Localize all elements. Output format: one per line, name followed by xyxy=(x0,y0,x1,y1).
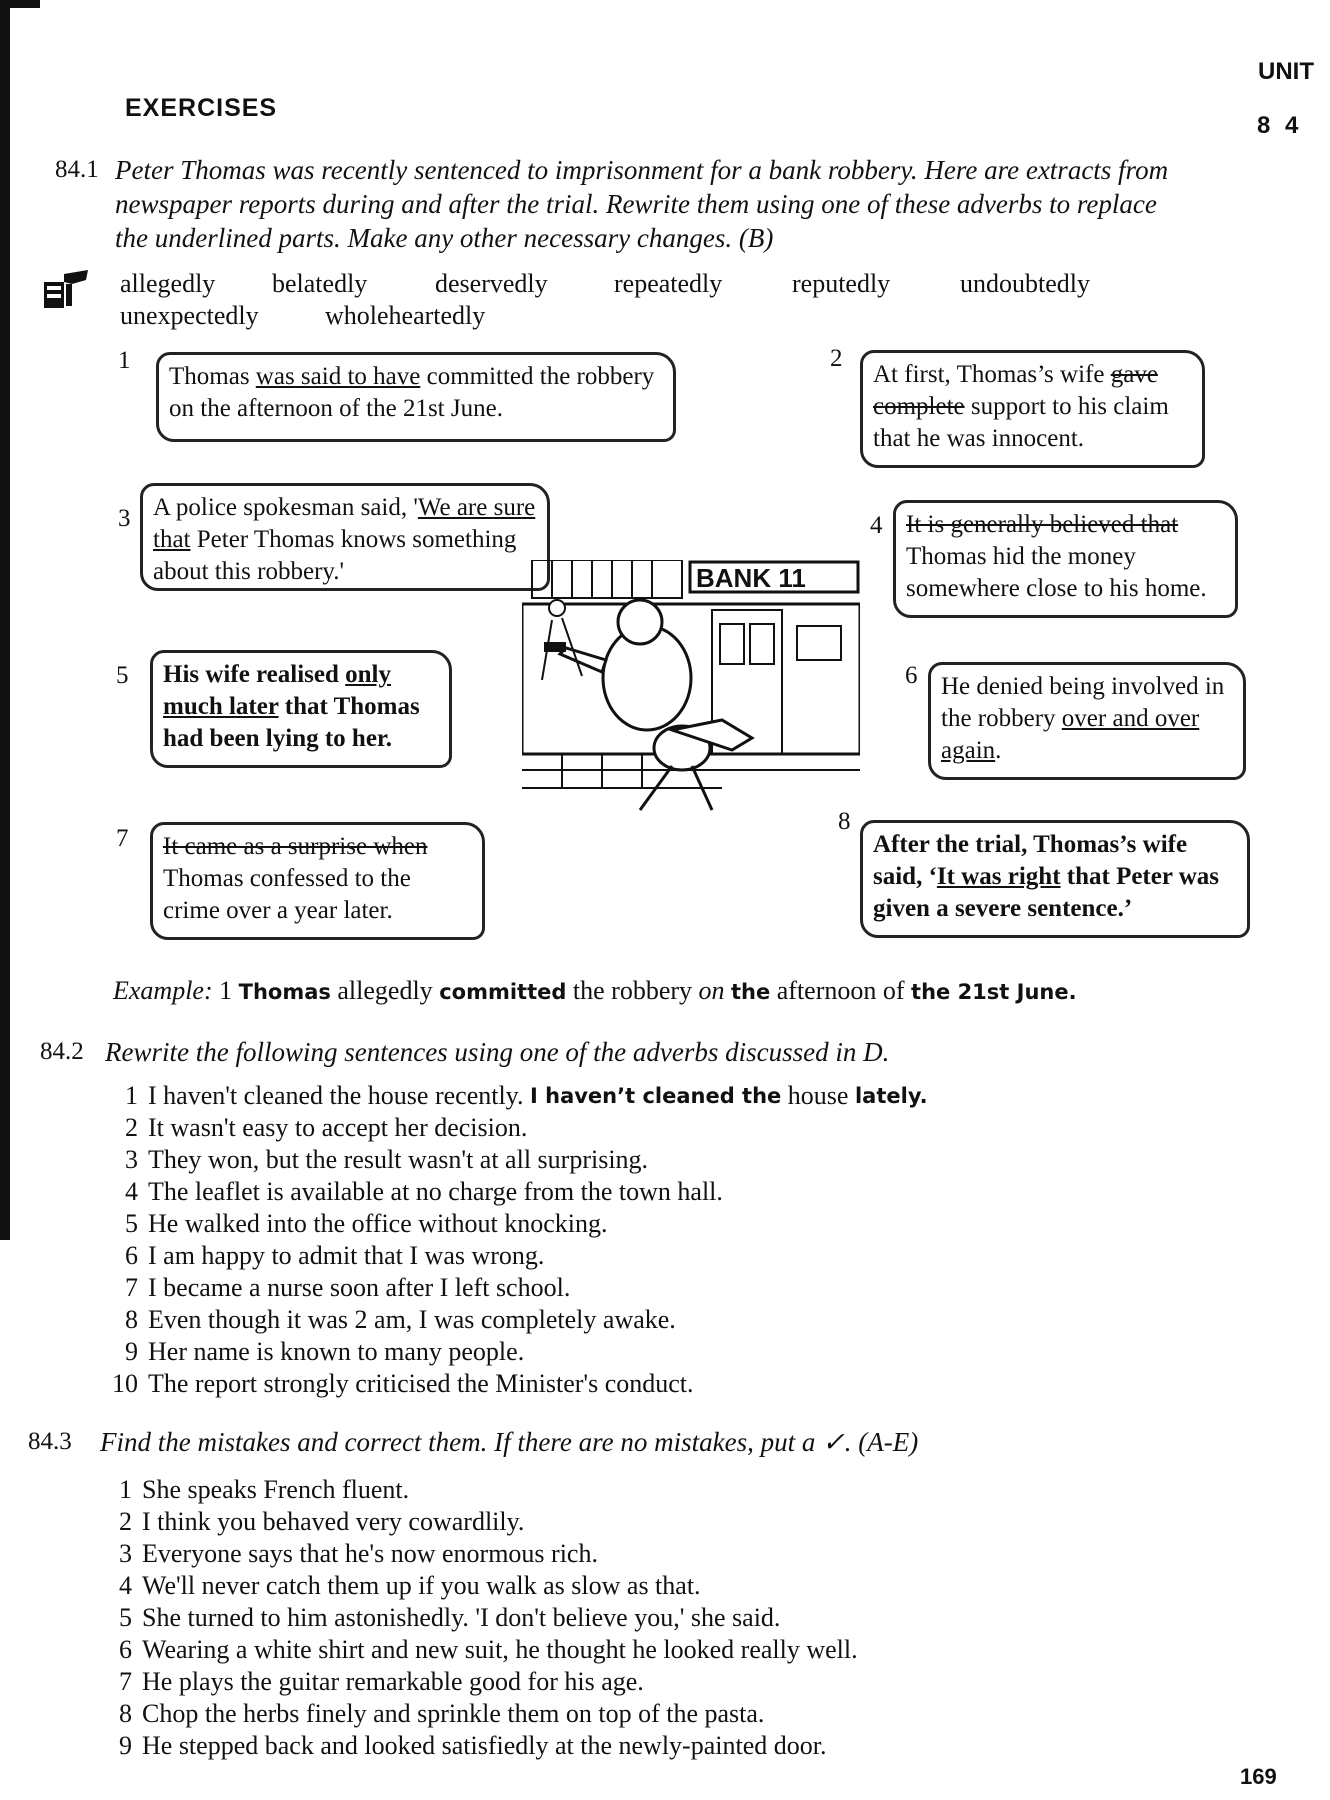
box-number: 7 xyxy=(116,825,129,852)
list-item: 4 The leaflet is available at no charge from the town hall. xyxy=(125,1177,723,1206)
extract-text: support to his claim that he was innocent. xyxy=(873,393,1169,452)
example-word: afternoon of xyxy=(776,976,905,1005)
box-number: 5 xyxy=(116,662,129,689)
extract-text: He denied being involved in the robbery xyxy=(941,673,1225,732)
list-item-text: Even though it was 2 am, I was completely awake. xyxy=(148,1305,676,1334)
example-answer xyxy=(113,976,1077,1006)
list-item-text: The leaflet is available at no charge from the town hall. xyxy=(148,1177,723,1206)
list-item-text: Wearing a white shirt and new suit, he thought he looked really well. xyxy=(142,1635,858,1664)
list-item-text: It wasn't easy to accept her decision. xyxy=(148,1113,528,1142)
list-item: 8 Even though it was 2 am, I was completely awake. xyxy=(125,1305,676,1334)
list-item: 9 He stepped back and looked satisfiedly at the newly-painted door. xyxy=(119,1731,827,1760)
list-item-text: He stepped back and looked satisfiedly at the newly-painted door. xyxy=(142,1731,827,1760)
list-item-text: Everyone says that he's now enormous rich. xyxy=(142,1539,598,1568)
list-item: 3 Everyone says that he's now enormous rich. xyxy=(119,1539,598,1568)
list-item: 5 He walked into the office without knocking. xyxy=(125,1209,608,1238)
extract-text: At first, Thomas’s wife xyxy=(873,361,1111,388)
example-number: 1 xyxy=(219,976,233,1005)
bank-robbery-illustration xyxy=(522,560,860,812)
extract-text: Thomas confessed to the crime over a year later. xyxy=(163,865,411,924)
list-item: 1 I haven't cleaned the house recently. I haven’t cleaned the house lately. xyxy=(125,1081,928,1110)
handwritten-answer: lately. xyxy=(854,1084,928,1108)
adverb-option: deservedly xyxy=(435,269,548,298)
exercise-number-3: 84.3 xyxy=(28,1428,72,1455)
list-item: 2 I think you behaved very cowardlily. xyxy=(119,1507,525,1536)
list-item-text: The report strongly criticised the Minister's conduct. xyxy=(148,1369,694,1398)
extract-text: that Peter was given a severe sentence.’ xyxy=(873,863,1220,922)
extract-text: that Thomas had been lying to her. xyxy=(163,693,420,752)
list-item: 9 Her name is known to many people. xyxy=(125,1337,525,1366)
adverb-option: unexpectedly xyxy=(120,301,259,330)
exercise-instruction-2: Rewrite the following sentences using one of the adverbs discussed in D. xyxy=(105,1037,890,1067)
extract-text: A police spokesman said, ' xyxy=(153,494,418,521)
box-number: 1 xyxy=(118,347,131,374)
box-number: 6 xyxy=(905,662,918,689)
extract-underlined: over and over again xyxy=(941,705,1200,764)
newspaper-extract-5 xyxy=(150,650,452,768)
answer-word: house xyxy=(787,1081,849,1110)
list-item-text: Her name is known to many people. xyxy=(148,1337,525,1366)
newspaper-extract-4 xyxy=(893,500,1238,618)
newspaper-extract-7 xyxy=(150,822,485,940)
extract-underlined: gave complete xyxy=(873,361,1158,420)
extract-underlined: was said to have xyxy=(255,363,421,390)
list-item: 7 He plays the guitar remarkable good for his age. xyxy=(119,1667,644,1696)
exercise-number-1: 84.1 xyxy=(55,156,99,183)
list-item-text: I think you behaved very cowardlily. xyxy=(142,1507,525,1536)
list-item-text: She speaks French fluent. xyxy=(142,1475,410,1504)
handwritten-word: the 21st June. xyxy=(911,980,1077,1004)
page-heading: EXERCISES xyxy=(125,94,278,122)
exercise-instruction-3: Find the mistakes and correct them. If there are no mistakes, put a ✓. (A-E) xyxy=(100,1427,919,1457)
adverb-option: allegedly xyxy=(120,269,216,298)
handwritten-answer: I haven’t cleaned the xyxy=(530,1084,782,1108)
sentence-list-3 xyxy=(96,1474,858,1762)
list-item-text: We'll never catch them up if you walk as slow as that. xyxy=(142,1571,701,1600)
newspaper-extract-2 xyxy=(860,350,1205,468)
extract-text: Thomas hid the money somewhere close to his home. xyxy=(906,543,1207,602)
extract-underlined: only much later xyxy=(163,661,392,720)
unit-label: UNIT xyxy=(1258,58,1314,85)
list-item: 8 Chop the herbs finely and sprinkle them on top of the pasta. xyxy=(119,1699,765,1728)
list-item-text: Chop the herbs finely and sprinkle them on top of the pasta. xyxy=(142,1699,765,1728)
extract-underlined: It came as a surprise when xyxy=(163,833,428,860)
unit-number: 8 4 xyxy=(1257,112,1303,139)
adverb-option: belatedly xyxy=(272,269,368,298)
list-item: 2 It wasn't easy to accept her decision. xyxy=(125,1113,528,1142)
list-item-text: I am happy to admit that I was wrong. xyxy=(148,1241,545,1270)
adverb-option: reputedly xyxy=(792,269,891,298)
box-number: 4 xyxy=(870,512,883,539)
list-item: 7 I became a nurse soon after I left school. xyxy=(125,1273,571,1302)
exercise-instruction-1: Peter Thomas was recently sentenced to imprisonment for a bank robbery. Here are extracts from newspaper reports during and after the trial. Rewrite them using one of these adverbs to replace the underlined parts. Make any other necessary changes. (B) xyxy=(115,155,1169,253)
list-item-text: He walked into the office without knocking. xyxy=(148,1209,608,1238)
list-item: 6 I am happy to admit that I was wrong. xyxy=(125,1241,545,1270)
extract-text: Peter Thomas knows something about this robbery.' xyxy=(153,526,517,585)
extract-text: Thomas xyxy=(169,363,256,390)
newspaper-extract-8 xyxy=(860,820,1250,938)
example-label: Example: xyxy=(113,976,213,1005)
extract-underlined: It is generally believed that xyxy=(906,511,1179,538)
list-item: 1 She speaks French fluent. xyxy=(119,1475,410,1504)
bank-sign: BANK 11 xyxy=(696,563,806,593)
list-item: 3 They won, but the result wasn't at all surprising. xyxy=(125,1145,649,1174)
list-item: 5 She turned to him astonishedly. 'I don't believe you,' she said. xyxy=(119,1603,781,1632)
list-item-text: They won, but the result wasn't at all surprising. xyxy=(148,1145,649,1174)
example-word: allegedly xyxy=(337,976,433,1005)
example-word: on xyxy=(698,976,725,1005)
extract-text: . xyxy=(995,737,1002,764)
list-item-text: She turned to him astonishedly. 'I don't believe you,' she said. xyxy=(142,1603,781,1632)
box-number: 2 xyxy=(830,345,843,372)
extract-text: His wife realised xyxy=(163,661,346,688)
sentence-list-2 xyxy=(102,1080,928,1400)
extract-text: committed the robbery on the afternoon of the 21st June. xyxy=(169,363,655,422)
list-item-text: I became a nurse soon after I left school. xyxy=(148,1273,571,1302)
extract-underlined: We are sure that xyxy=(153,494,536,553)
handwritten-word: committed xyxy=(439,980,567,1004)
box-number: 8 xyxy=(838,808,851,835)
page-number: 169 xyxy=(1240,1764,1277,1789)
list-item-text: He plays the guitar remarkable good for his age. xyxy=(142,1667,644,1696)
example-word: the robbery xyxy=(572,976,693,1005)
adverb-option: wholeheartedly xyxy=(325,301,486,330)
extract-text: After the trial, Thomas’s wife said, ‘ xyxy=(873,831,1188,890)
newspaper-extract-3 xyxy=(140,483,550,591)
newspaper-extract-1 xyxy=(156,352,676,442)
list-item: 6 Wearing a white shirt and new suit, he thought he looked really well. xyxy=(119,1635,858,1664)
box-number: 3 xyxy=(118,505,131,532)
list-item: 4 We'll never catch them up if you walk as slow as that. xyxy=(119,1571,701,1600)
adverb-option: repeatedly xyxy=(614,269,723,298)
list-item-text: I haven't cleaned the house recently. xyxy=(148,1081,524,1110)
list-item: 10 The report strongly criticised the Minister's conduct. xyxy=(112,1369,694,1398)
exercise-number-2: 84.2 xyxy=(40,1038,84,1065)
newspaper-extract-6 xyxy=(928,662,1246,780)
handwritten-word: Thomas xyxy=(238,980,331,1004)
word-bank xyxy=(0,0,1330,340)
handwritten-word: the xyxy=(731,980,771,1004)
extract-underlined: It was right xyxy=(936,863,1061,890)
adverb-option: undoubtedly xyxy=(960,269,1090,298)
